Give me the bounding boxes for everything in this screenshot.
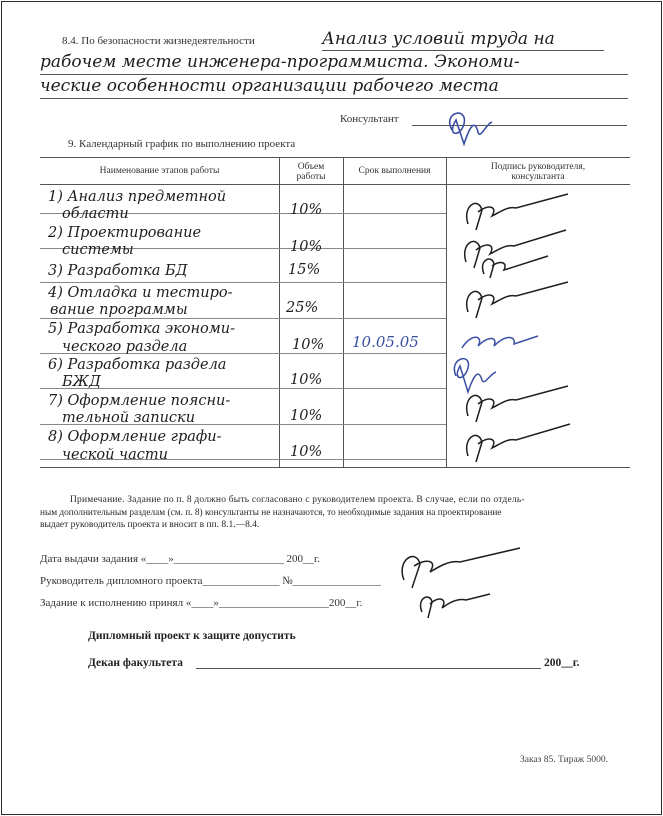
- stage-6-volume: 10%: [290, 372, 323, 388]
- section-9-title: 9. Календарный график по выполнению проекта: [68, 138, 296, 150]
- stage-1-line2: области: [62, 206, 129, 222]
- stage-6-line1: 6) Разработка раздела: [48, 357, 227, 373]
- section-84-handwriting-line3: ческие особенности организации рабочего места: [40, 76, 499, 96]
- section-84-label: 8.4. По безопасности жизнедеятельности: [62, 35, 255, 47]
- consultant-label: Консультант: [340, 113, 399, 125]
- column-header-stage: Наименование этапов работы: [99, 166, 220, 176]
- supervisor-field-signature: [380, 538, 530, 628]
- defense-admit: Дипломный проект к защите допустить: [88, 630, 296, 642]
- stage-1-line1: 1) Анализ предметной: [48, 189, 227, 205]
- supervisor-field: Руководитель дипломного проекта______________ №________________: [40, 575, 381, 587]
- consultant-signature: [438, 102, 498, 150]
- stage-8-volume: 10%: [290, 444, 323, 460]
- note-text-1: Задание по п. 8 должно быть согласовано с руководителем проекта. В случае, если по отдель-: [127, 495, 525, 505]
- stage-1-volume: 10%: [290, 202, 323, 218]
- section-84-handwriting-line1: Анализ условий труда на: [322, 29, 555, 49]
- stage-8-line1: 8) Оформление графи-: [48, 429, 222, 445]
- print-run-footer: Заказ 85. Тираж 5000.: [520, 755, 608, 765]
- dean-label: Декан факультета: [88, 657, 183, 669]
- section-84-handwriting-line2: рабочем месте инженера-программиста. Экономи-: [40, 52, 520, 72]
- note-line2: ным дополнительным разделам (см. п. 8) консультанты не назначаются, то необходимые задания на проектирование: [40, 508, 502, 518]
- issue-date-field: Дата выдачи задания «____»____________________ 200__г.: [40, 553, 321, 565]
- stage-6-line2: БЖД: [62, 374, 101, 390]
- dean-year: 200__г.: [544, 657, 580, 669]
- stage-7-line1: 7) Оформление поясни-: [48, 393, 231, 409]
- column-header-volume-1: Объем: [297, 162, 325, 172]
- stage-4-volume: 25%: [286, 300, 319, 316]
- column-header-deadline: Срок выполнения: [358, 166, 431, 176]
- stage-5-deadline: 10.05.05: [352, 333, 419, 351]
- note-label: Примечание.: [70, 495, 125, 505]
- stage-2-line1: 2) Проектирование: [48, 225, 202, 241]
- stage-5-volume: 10%: [292, 337, 325, 353]
- stage-5-line2: ческого раздела: [62, 339, 188, 355]
- stage-7-line2: тельной записки: [62, 410, 196, 426]
- stage-5-line1: 5) Разработка экономи-: [48, 321, 236, 337]
- stage-4-line1: 4) Отладка и тестиро-: [48, 285, 233, 301]
- stage-4-line2: вание программы: [50, 302, 188, 318]
- column-header-signature-2: консультанта: [511, 172, 565, 182]
- supervisor-signatures: [448, 186, 628, 468]
- stage-3-volume: 15%: [288, 262, 321, 278]
- note-line1: [70, 495, 525, 505]
- note-line3: выдает руководитель проекта и вносит в пп. 8.1.—8.4.: [40, 520, 260, 530]
- stage-7-volume: 10%: [290, 408, 323, 424]
- column-header-volume-2: работы: [296, 172, 326, 182]
- stage-8-line2: ческой части: [62, 447, 168, 463]
- stage-2-volume: 10%: [290, 239, 323, 255]
- accepted-field: Задание к исполнению принял «____»____________________200__г.: [40, 597, 363, 609]
- stage-2-line2: системы: [62, 242, 134, 258]
- stage-3-line1: 3) Разработка БД: [48, 263, 188, 279]
- column-header-signature-1: Подпись руководителя,: [490, 162, 586, 172]
